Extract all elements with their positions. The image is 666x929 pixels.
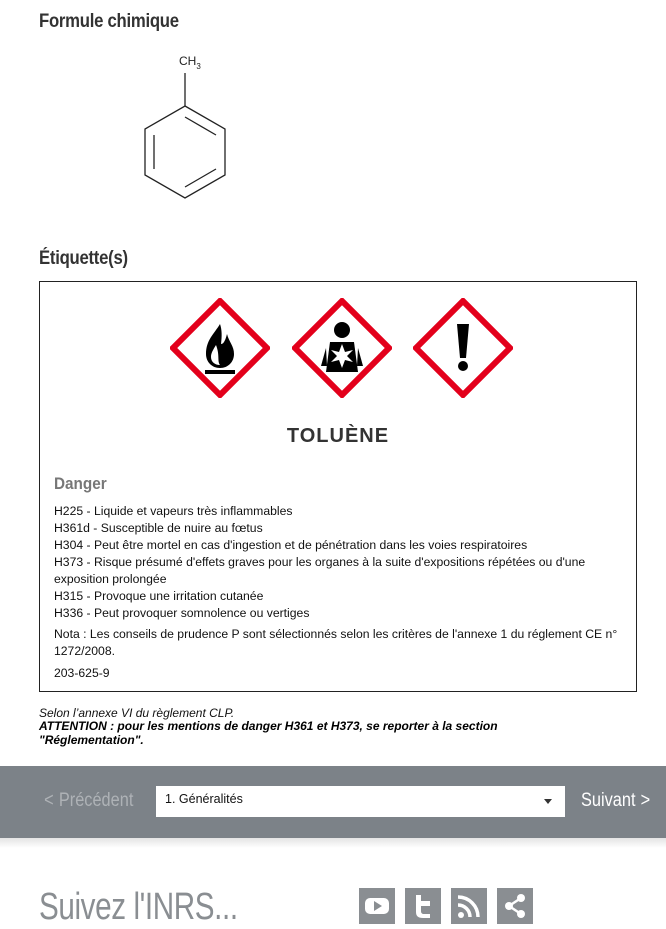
attention-warning: ATTENTION : pour les mentions de danger H361 et H373, se reporter à la section "Réglementation".: [39, 719, 498, 747]
footer: [0, 838, 666, 926]
section-navigation-bar: [0, 766, 666, 838]
exclamation-icon: [413, 298, 513, 398]
next-label: Suivant: [581, 790, 636, 811]
follow-title: Suivez l'INRS...: [39, 886, 238, 928]
previous-link[interactable]: [39, 790, 133, 812]
share-icon[interactable]: [497, 888, 533, 924]
footer-divider: [0, 838, 666, 848]
substance-name: TOLUÈNE: [286, 425, 390, 447]
section-select[interactable]: [156, 786, 565, 817]
flame-icon: [170, 298, 270, 398]
chevron-right-icon: >: [640, 790, 651, 811]
precautionary-note: Nota : Les conseils de prudence P sont sélectionnés selon les critères de l'annexe 1 du réglement CE n° 1272/2008.: [54, 627, 618, 658]
ec-number: 203-625-9: [54, 666, 110, 680]
twitter-icon[interactable]: [405, 888, 441, 924]
hazard-statement: H373 - Risque présumé d'effets graves pour les organes à la suite d'expositions répétées ou d'une exposition prolongée: [54, 555, 586, 586]
hazard-statement: H304 - Peut être mortel en cas d'ingestion et de pénétration dans les voies respiratoires: [54, 538, 528, 552]
health-hazard-icon: [292, 298, 392, 398]
hazard-statement: H361d - Susceptible de nuire au fœtus: [54, 521, 263, 535]
labels-section-title: Étiquette(s): [39, 248, 128, 269]
section-select-value: 1. Généralités: [165, 792, 243, 806]
signal-word: Danger: [54, 474, 107, 493]
chevron-left-icon: <: [44, 790, 54, 811]
regulation-reference: Selon l’annexe VI du règlement CLP.: [39, 706, 235, 720]
hazard-statement-list: [54, 503, 624, 622]
next-link[interactable]: [581, 790, 655, 812]
toluene-structure-diagram: [130, 48, 240, 208]
methyl-label: $CH_3$: [179, 54, 201, 71]
hazard-label-box: [39, 281, 637, 692]
youtube-icon[interactable]: [359, 888, 395, 924]
hazard-statement: H315 - Provoque une irritation cutanée: [54, 589, 264, 603]
chevron-down-icon: [544, 799, 552, 804]
hazard-statement: H225 - Liquide et vapeurs très inflammables: [54, 504, 293, 518]
rss-icon[interactable]: [451, 888, 487, 924]
previous-label: Précédent: [58, 790, 134, 811]
hazard-statement: H336 - Peut provoquer somnolence ou vertiges: [54, 606, 310, 620]
pictogram-row: [40, 298, 636, 398]
formula-section-title: Formule chimique: [39, 11, 179, 32]
